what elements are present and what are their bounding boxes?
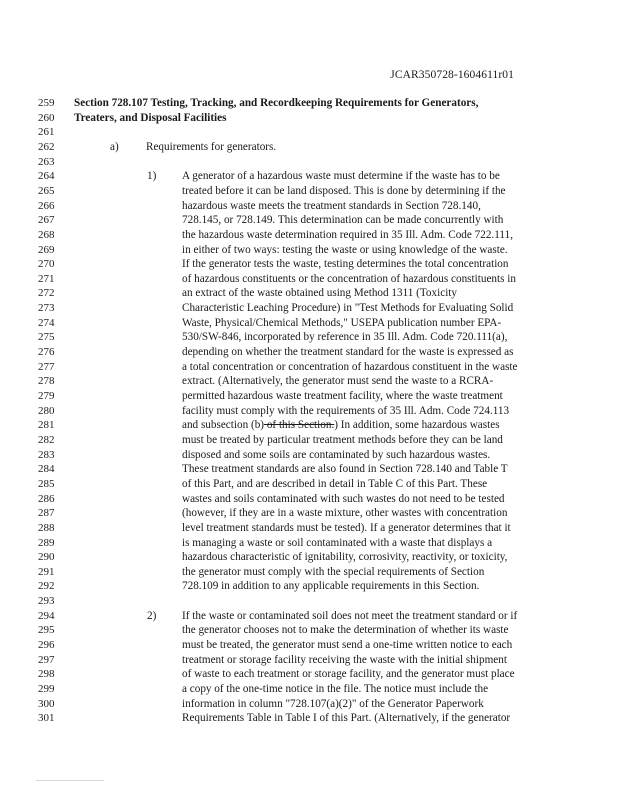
text-segment: If the waste or contaminated soil does not meet the treatment standard or if bbox=[182, 609, 518, 622]
text-segment: a copy of the one-time notice in the file. The notice must include the bbox=[182, 683, 489, 695]
line-text bbox=[182, 433, 503, 447]
line-text bbox=[182, 316, 501, 330]
text-segment: of waste to each treatment or storage facility, and the generator must place bbox=[182, 668, 515, 681]
text-segment: Characteristic Leaching Procedure) in "Test Methods for Evaluating Solid bbox=[182, 302, 514, 315]
text-segment: hazardous characteristic of ignitability, corrosivity, reactivity, or toxicity, bbox=[182, 551, 508, 564]
line-number: 272 bbox=[38, 287, 55, 300]
line-number: 260 bbox=[38, 111, 55, 124]
line-number: 277 bbox=[38, 360, 55, 373]
line-text bbox=[182, 638, 512, 652]
text-segment: ) In addition, some hazardous wastes bbox=[334, 419, 500, 432]
text-segment: 530/SW-846, incorporated by reference in 35 Ill. Adm. Code 720.111(a), bbox=[182, 331, 508, 344]
line-number: 298 bbox=[38, 668, 55, 681]
line-number: 295 bbox=[38, 624, 55, 637]
line-text bbox=[182, 697, 484, 711]
line-text bbox=[182, 711, 510, 725]
line-number: 268 bbox=[38, 228, 55, 241]
line-text bbox=[182, 579, 479, 593]
line-number: 283 bbox=[38, 448, 55, 461]
line-number: 264 bbox=[38, 170, 55, 183]
text-segment: in either of two ways: testing the waste or using knowledge of the waste. bbox=[182, 243, 508, 256]
line-number: 300 bbox=[38, 697, 55, 710]
line-number: 299 bbox=[38, 683, 55, 695]
line-number: 262 bbox=[38, 140, 55, 153]
subsection-label: 2) bbox=[147, 609, 157, 622]
line-text bbox=[182, 272, 516, 286]
line-number: 297 bbox=[38, 653, 55, 666]
line-text bbox=[182, 653, 507, 667]
text-segment: treatment or storage facility receiving the waste with the initial shipment bbox=[182, 653, 507, 666]
line-text bbox=[146, 140, 276, 154]
line-number: 280 bbox=[38, 404, 55, 417]
text-segment: 728.145, or 728.149. This determination can be made concurrently with bbox=[182, 214, 504, 227]
text-segment: the hazardous waste determination required in 35 Ill. Adm. Code 722.111, bbox=[182, 228, 513, 241]
line-number: 294 bbox=[38, 609, 55, 622]
line-number: 275 bbox=[38, 331, 55, 344]
text-segment: of hazardous constituents or the concentration of hazardous constituents in bbox=[182, 272, 516, 285]
line-text bbox=[182, 286, 457, 300]
line-text bbox=[182, 184, 506, 198]
section-heading-text: Section 728.107 Testing, Tracking, and Recordkeeping Requirements for Generators, bbox=[74, 97, 479, 109]
line-number: 261 bbox=[38, 126, 55, 139]
text-segment: permitted hazardous waste treatment facility, where the waste treatment bbox=[182, 390, 503, 402]
line-number: 281 bbox=[38, 419, 55, 432]
line-number: 301 bbox=[38, 712, 55, 725]
text-segment: extract. (Alternatively, the generator must send the waste to a RCRA- bbox=[182, 375, 494, 388]
line-number: 265 bbox=[38, 184, 55, 197]
text-segment: and subsection (b) bbox=[182, 419, 265, 432]
text-segment: information in column "728.107(a)(2)" of the Generator Paperwork bbox=[182, 697, 484, 710]
text-segment: must be treated by particular treatment methods before they can be land bbox=[182, 433, 503, 446]
line-text bbox=[182, 169, 500, 183]
line-number: 271 bbox=[38, 272, 55, 285]
text-segment: is managing a waste or soil contaminated with a waste that displays a bbox=[182, 536, 493, 549]
text-segment: facility must comply with the requirements of 35 Ill. Adm. Code 724.113 bbox=[182, 404, 510, 417]
text-segment: an extract of the waste obtained using Method 1311 (Toxicity bbox=[182, 287, 457, 300]
text-segment: Waste, Physical/Chemical Methods," USEPA publication number EPA- bbox=[182, 316, 502, 329]
footer-divider bbox=[36, 780, 104, 781]
line-number: 263 bbox=[38, 155, 55, 168]
text-segment: the generator chooses not to make the determination of whether its waste bbox=[182, 624, 509, 637]
line-text bbox=[182, 506, 507, 520]
line-number: 270 bbox=[38, 258, 55, 271]
text-segment: Requirements Table in Table I of this Part. (Alternatively, if the generator bbox=[182, 712, 511, 725]
section-heading-text: Treaters, and Disposal Facilities bbox=[74, 111, 227, 124]
line-number: 292 bbox=[38, 580, 55, 593]
line-text bbox=[182, 492, 505, 506]
text-segment: level treatment standards must be tested). If a generator determines that it bbox=[182, 521, 511, 534]
line-number: 282 bbox=[38, 433, 55, 446]
text-segment: Requirements for generators. bbox=[146, 140, 277, 153]
text-segment: wastes and soils contaminated with such wastes do not need to be tested bbox=[182, 492, 505, 505]
line-text bbox=[182, 330, 507, 344]
line-text bbox=[182, 536, 492, 550]
text-segment: disposed and some soils are contaminated by such hazardous wastes. bbox=[182, 448, 491, 461]
line-text bbox=[182, 448, 490, 462]
line-number: 288 bbox=[38, 521, 55, 534]
struck-text: of this Section. bbox=[264, 419, 335, 432]
line-text bbox=[182, 404, 509, 418]
line-number: 284 bbox=[38, 463, 55, 476]
line-text bbox=[182, 199, 481, 213]
line-number: 286 bbox=[38, 492, 55, 505]
line-number: 274 bbox=[38, 316, 55, 329]
text-segment: treated before it can be land disposed. This is done by determining if the bbox=[182, 184, 506, 197]
line-text bbox=[182, 609, 517, 623]
text-segment: a total concentration or concentration of hazardous constituent in the waste bbox=[182, 360, 518, 373]
text-segment: A generator of a hazardous waste must determine if the waste has to be bbox=[182, 170, 500, 183]
text-segment: must be treated, the generator must send a one-time written notice to each bbox=[182, 639, 513, 652]
line-number: 267 bbox=[38, 214, 55, 227]
line-number: 273 bbox=[38, 302, 55, 315]
line-text bbox=[182, 667, 515, 681]
line-text bbox=[74, 96, 478, 110]
line-text bbox=[182, 462, 508, 476]
text-segment: If the generator tests the waste, testing determines the total concentration bbox=[182, 258, 509, 271]
text-segment: (however, if they are in a waste mixture, other wastes with concentration bbox=[182, 507, 508, 520]
text-segment: depending on whether the treatment standard for the waste is expressed as bbox=[182, 346, 514, 359]
line-text bbox=[182, 565, 484, 579]
line-number: 291 bbox=[38, 565, 55, 578]
line-number: 266 bbox=[38, 199, 55, 212]
text-segment: of this Part, and are described in detail in Table C of this Part. These bbox=[182, 477, 488, 490]
text-segment: the generator must comply with the special requirements of Section bbox=[182, 565, 485, 578]
line-number: 279 bbox=[38, 390, 55, 402]
line-text bbox=[182, 228, 513, 242]
line-text bbox=[182, 360, 518, 374]
line-text bbox=[182, 243, 508, 257]
line-text bbox=[182, 213, 503, 227]
subsection-label: a) bbox=[110, 140, 119, 153]
line-text bbox=[74, 111, 226, 125]
line-number: 290 bbox=[38, 551, 55, 564]
line-number: 278 bbox=[38, 375, 55, 388]
line-text bbox=[182, 257, 509, 271]
line-number: 287 bbox=[38, 507, 55, 520]
line-text bbox=[182, 521, 511, 535]
line-text bbox=[182, 389, 503, 403]
line-text bbox=[182, 418, 500, 432]
line-text bbox=[182, 550, 507, 564]
line-text bbox=[182, 477, 487, 491]
document-id-header: JCAR350728-1604611r01 bbox=[390, 69, 514, 81]
line-number: 276 bbox=[38, 346, 55, 359]
text-segment: hazardous waste meets the treatment standards in Section 728.140, bbox=[182, 199, 481, 212]
line-number: 296 bbox=[38, 639, 55, 652]
line-text bbox=[182, 345, 513, 359]
line-number: 293 bbox=[38, 595, 55, 608]
line-number: 269 bbox=[38, 243, 55, 256]
line-text bbox=[182, 623, 509, 637]
line-number: 289 bbox=[38, 536, 55, 549]
subsection-label: 1) bbox=[147, 170, 157, 183]
line-number: 285 bbox=[38, 477, 55, 490]
text-segment: These treatment standards are also found in Section 728.140 and Table T bbox=[182, 463, 508, 476]
line-number: 259 bbox=[38, 97, 55, 109]
line-text bbox=[182, 374, 493, 388]
text-segment: 728.109 in addition to any applicable requirements in this Section. bbox=[182, 580, 480, 593]
line-text bbox=[182, 301, 513, 315]
line-text bbox=[182, 682, 488, 696]
